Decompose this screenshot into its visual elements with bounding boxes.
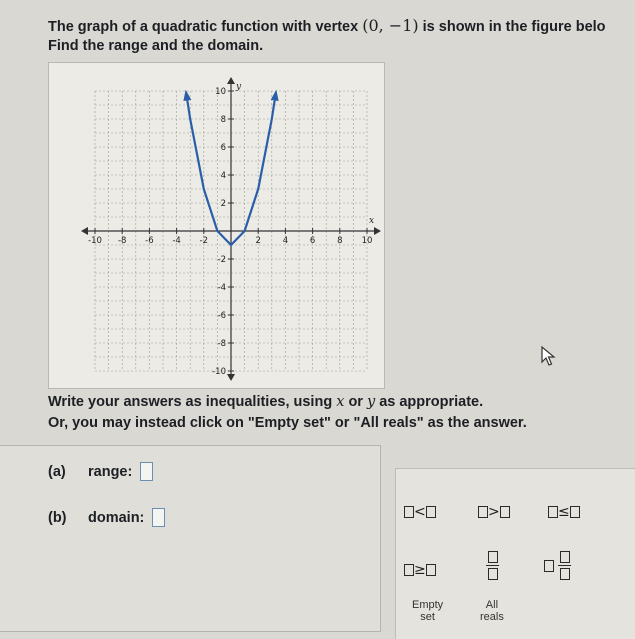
- y-tick-label: 2: [220, 199, 226, 209]
- fraction-button[interactable]: [486, 551, 499, 580]
- instruction-line-2: Or, you may instead click on "Empty set" or "All reals" as the answer.: [48, 415, 527, 431]
- problem-line-1: The graph of a quadratic function with vertex (0, −1) is shown in the figure belo: [48, 16, 606, 35]
- y-tick-label: -8: [217, 339, 226, 349]
- placeholder-box-icon: [426, 564, 436, 576]
- x-axis-label: x: [369, 216, 375, 226]
- x-axis-left-arrow: [81, 227, 88, 235]
- y-tick-label: 8: [220, 115, 226, 125]
- domain-answer-row: [48, 508, 165, 527]
- less-than-or-equal-button[interactable]: ≤: [548, 504, 580, 520]
- x-tick-label: 2: [255, 236, 261, 246]
- y-tick-label: 10: [215, 87, 226, 97]
- y-tick-label: 4: [220, 171, 226, 181]
- domain-label: domain:: [88, 509, 145, 526]
- parabola-graph: [49, 63, 384, 388]
- instructions: [48, 392, 527, 434]
- less-than-button[interactable]: <: [404, 504, 436, 520]
- range-input[interactable]: [140, 462, 153, 481]
- x-tick-label: 6: [309, 236, 316, 246]
- x-axis-right-arrow: [374, 227, 381, 235]
- problem-line-2: Find the range and the domain.: [48, 38, 264, 54]
- range-label: range:: [88, 463, 133, 480]
- problem-statement: [48, 16, 606, 56]
- y-axis-label: y: [236, 82, 242, 92]
- y-axis-up-arrow: [227, 77, 235, 84]
- part-a-label: (a): [48, 463, 66, 480]
- all-reals-button[interactable]: All reals: [480, 599, 504, 623]
- x-tick-label: -2: [199, 236, 209, 246]
- placeholder-box-icon: [478, 506, 488, 518]
- y-tick-label: -2: [217, 255, 226, 265]
- fraction-icon: [558, 551, 571, 580]
- x-tick-label: -10: [88, 236, 102, 246]
- x-tick-label: -8: [117, 236, 127, 246]
- range-answer-row: [48, 462, 153, 481]
- graph-panel: [48, 62, 385, 389]
- vertex-coordinates: (0, −1): [362, 16, 419, 35]
- placeholder-box-icon: [426, 506, 436, 518]
- placeholder-box-icon: [404, 564, 414, 576]
- domain-input[interactable]: [152, 508, 165, 527]
- instruction-line-1: Write your answers as inequalities, using x or y as appropriate.: [48, 394, 484, 410]
- placeholder-box-icon: [544, 560, 554, 572]
- fraction-icon: [486, 551, 499, 580]
- x-tick-label: 8: [337, 236, 343, 246]
- y-tick-label: -4: [217, 283, 226, 293]
- x-tick-label: 10: [361, 236, 373, 246]
- x-tick-label: -4: [172, 236, 181, 246]
- mouse-pointer-icon: [540, 345, 556, 367]
- x-tick-label: 4: [282, 236, 289, 246]
- part-b-label: (b): [48, 509, 67, 526]
- y-tick-label: -10: [212, 367, 226, 377]
- y-axis-down-arrow: [227, 374, 235, 381]
- mixed-number-button[interactable]: [544, 551, 571, 580]
- x-tick-label: -6: [145, 236, 154, 246]
- greater-than-button[interactable]: >: [478, 504, 510, 520]
- greater-than-or-equal-button[interactable]: ≥: [404, 562, 436, 578]
- y-tick-label: -6: [217, 311, 226, 321]
- placeholder-box-icon: [570, 506, 580, 518]
- y-tick-label: 6: [220, 143, 226, 153]
- placeholder-box-icon: [548, 506, 558, 518]
- placeholder-box-icon: [404, 506, 414, 518]
- placeholder-box-icon: [500, 506, 510, 518]
- empty-set-button[interactable]: Empty set: [412, 599, 444, 623]
